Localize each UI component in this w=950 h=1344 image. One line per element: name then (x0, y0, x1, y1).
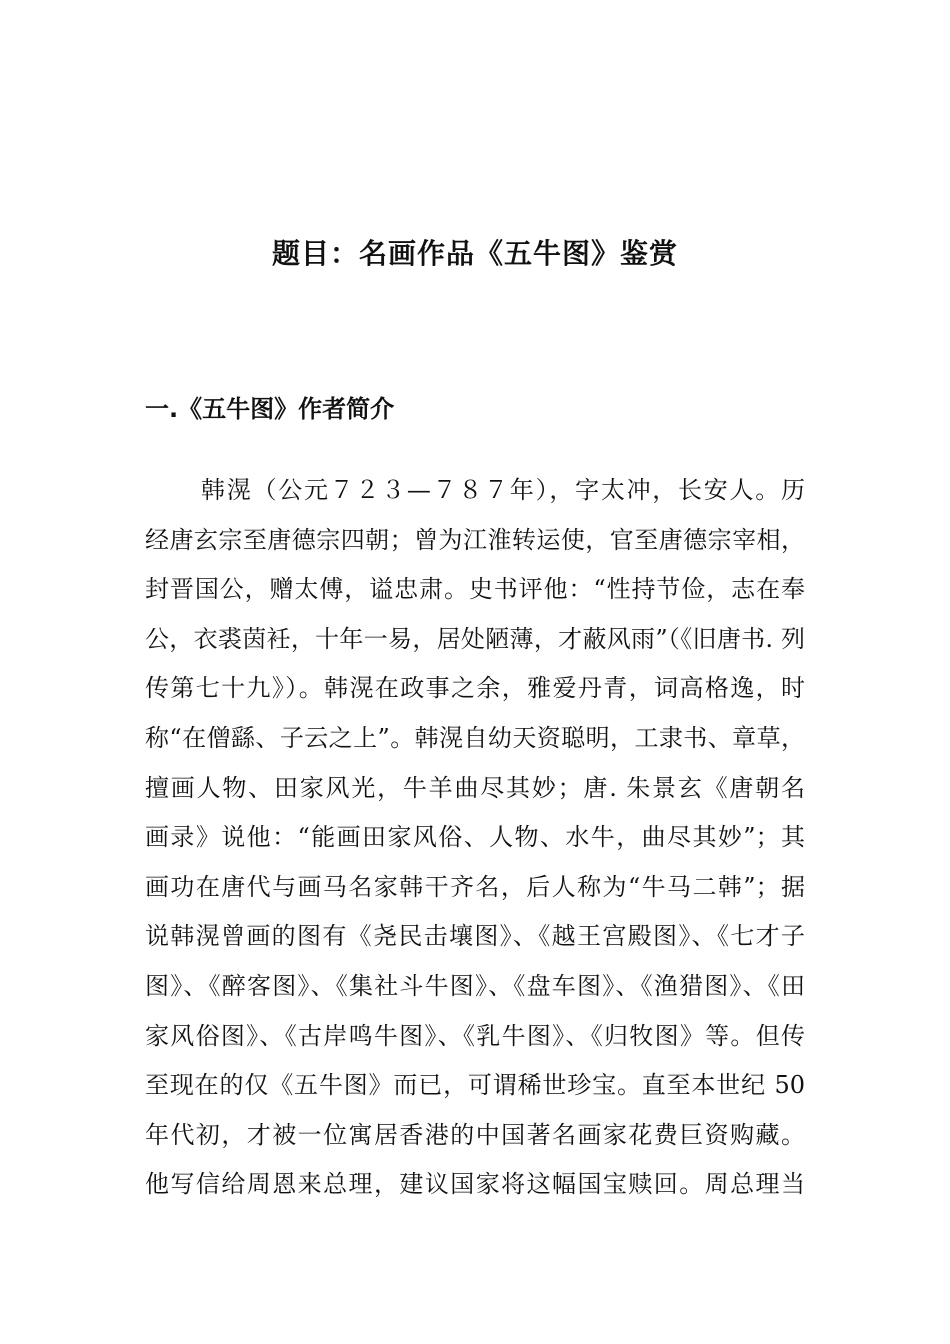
body-line: 称“在僧繇、子云之上”。韩滉自幼天资聪明，工隶书、章草， (145, 723, 805, 752)
body-line: 画功在唐代与画马名家韩干齐名，后人称为“牛马二韩”；据 (145, 872, 805, 901)
body-line: 图》、《醉客图》、《集社斗牛图》、《盘车图》、《渔猎图》、《田 (145, 971, 805, 1000)
body-line: 年代初，才被一位寓居香港的中国著名画家花费巨资购藏。 (145, 1120, 805, 1149)
section-heading: 一.《五牛图》作者简介 (145, 395, 395, 423)
body-line: 传第七十九》）。韩滉在政事之余，雅爱丹青，词高格逸，时 (145, 674, 805, 703)
body-line: 韩滉（公元７２３—７８７年），字太冲，长安人。历 (201, 476, 805, 504)
body-line: 他写信给周恩来总理，建议国家将这幅国宝赎回。周总理当 (145, 1170, 805, 1199)
body-line: 公，衣裘茵衽，十年一易，居处陋薄，才蔽风雨”（《旧唐书. 列 (145, 624, 805, 653)
body-line: 擅画人物、田家风光，牛羊曲尽其妙；唐. 朱景玄《唐朝名 (145, 773, 805, 802)
document-title: 题目：名画作品《五牛图》鉴赏 (271, 237, 678, 270)
body-line: 封晋国公，赠太傅，谥忠肃。史书评他：“性持节俭，志在奉 (145, 575, 805, 604)
body-line: 画录》说他：“能画田家风俗、人物、水牛，曲尽其妙”；其 (145, 823, 805, 852)
section-body (145, 468, 805, 1212)
body-line: 经唐玄宗至唐德宗四朝；曾为江淮转运使，官至唐德宗宰相， (145, 525, 805, 554)
body-line: 家风俗图》、《古岸鸣牛图》、《乳牛图》、《归牧图》等。但传 (145, 1021, 805, 1050)
body-line: 至现在的仅《五牛图》而已，可谓稀世珍宝。直至本世纪 50 (145, 1071, 805, 1100)
body-line: 说韩滉曾画的图有《尧民击壤图》、《越王宫殿图》、《七才子 (145, 922, 805, 951)
